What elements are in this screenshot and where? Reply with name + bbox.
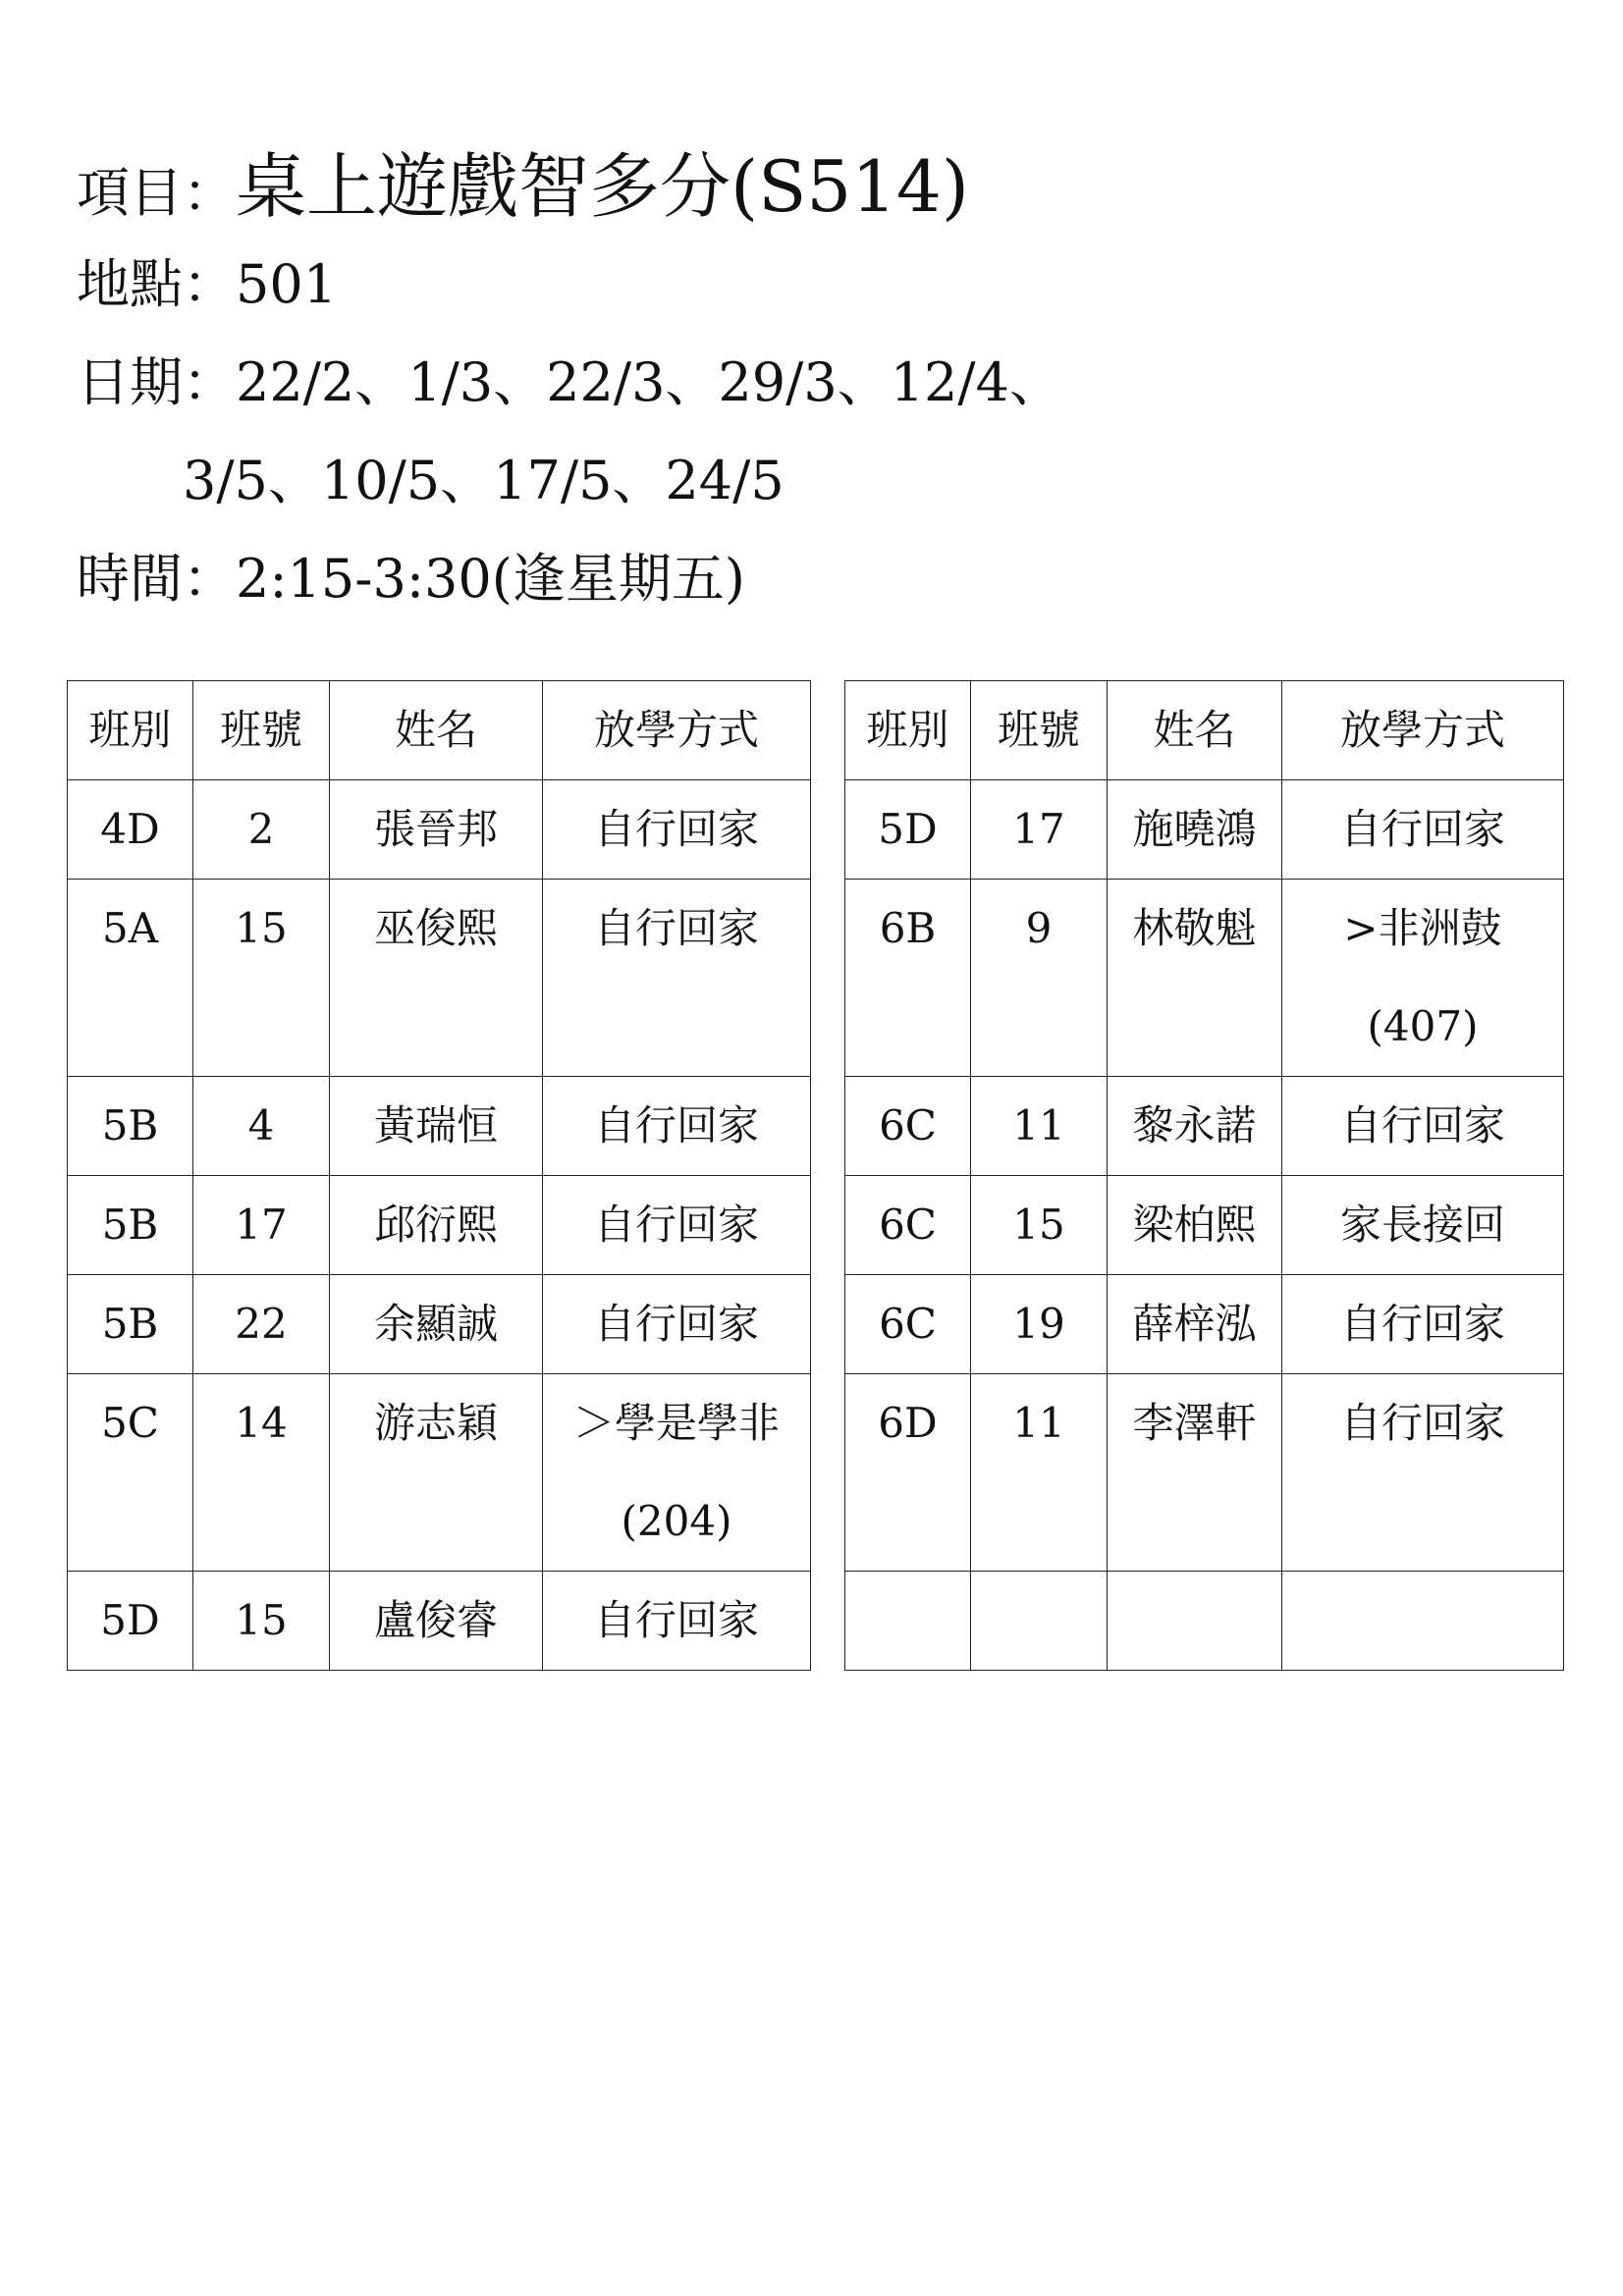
dates-label: 日期：: [77, 351, 236, 413]
name-cell: 盧俊睿: [330, 1572, 543, 1671]
location-label: 地點：: [77, 253, 236, 315]
time-label: 時間：: [77, 548, 236, 610]
location-value: 501: [236, 253, 338, 315]
class-cell: 4D: [68, 780, 193, 880]
number-cell: 15: [971, 1176, 1108, 1275]
table-row: [68, 1374, 811, 1572]
project-title: 桌上遊戲智多分(S514): [236, 145, 969, 228]
name-cell: 邱衍熙: [330, 1176, 543, 1275]
dismissal-cell: 自行回家: [543, 1572, 811, 1671]
class-cell: 6C: [845, 1176, 971, 1275]
table-row: [68, 1077, 811, 1176]
name-cell: 張晉邦: [330, 780, 543, 880]
dismissal-cell: 自行回家: [543, 880, 811, 1077]
number-cell: 17: [971, 780, 1108, 880]
dismissal-room: (204): [621, 1497, 732, 1545]
project-label: 項目：: [77, 162, 236, 224]
class-cell: 5B: [68, 1176, 193, 1275]
location-line: [77, 236, 1549, 334]
number-cell: 19: [971, 1275, 1108, 1374]
dismissal-cell: [1282, 880, 1564, 1077]
table-row: [845, 1374, 1564, 1572]
dismissal-activity: >非洲鼓: [1343, 904, 1502, 952]
dismissal-cell: 自行回家: [543, 1176, 811, 1275]
time-value: 2:15-3:30(逢星期五): [236, 548, 745, 610]
number-cell: 9: [971, 880, 1108, 1077]
number-cell: [971, 1572, 1108, 1671]
table-row: [68, 780, 811, 880]
class-cell: 6C: [845, 1077, 971, 1176]
dismissal-cell: 家長接回: [1282, 1176, 1564, 1275]
dismissal-cell: 自行回家: [1282, 1077, 1564, 1176]
table-row: [68, 1275, 811, 1374]
dismissal-cell: 自行回家: [543, 780, 811, 880]
name-cell: 施曉鴻: [1108, 780, 1282, 880]
column-header-number: 班號: [193, 681, 330, 780]
dates-value-line2: 3/5、10/5、17/5、24/5: [183, 450, 784, 511]
time-line: [77, 530, 1549, 628]
table-row: [845, 1275, 1564, 1374]
class-cell: 5D: [845, 780, 971, 880]
dates-value-line1: 22/2、1/3、22/3、29/3、12/4、: [236, 351, 1062, 413]
table-header-row: [68, 681, 811, 780]
dates-line: [77, 334, 1549, 432]
dismissal-cell: 自行回家: [543, 1275, 811, 1374]
column-header-class: 班別: [68, 681, 193, 780]
student-roster-table-right: [844, 680, 1564, 1671]
column-header-dismissal: 放學方式: [543, 681, 811, 780]
table-row: [68, 880, 811, 1077]
number-cell: 22: [193, 1275, 330, 1374]
number-cell: 17: [193, 1176, 330, 1275]
name-cell: 林敬魁: [1108, 880, 1282, 1077]
dismissal-cell: 自行回家: [1282, 1275, 1564, 1374]
name-cell: [1108, 1572, 1282, 1671]
column-header-name: 姓名: [1108, 681, 1282, 780]
column-header-dismissal: 放學方式: [1282, 681, 1564, 780]
table-row: [68, 1176, 811, 1275]
table-row: [845, 1176, 1564, 1275]
class-cell: 5B: [68, 1275, 193, 1374]
class-cell: [845, 1572, 971, 1671]
name-cell: 李澤軒: [1108, 1374, 1282, 1572]
table-row: [68, 1572, 811, 1671]
dismissal-cell: 自行回家: [1282, 1374, 1564, 1572]
class-cell: 6D: [845, 1374, 971, 1572]
name-cell: 黎永諾: [1108, 1077, 1282, 1176]
name-cell: 薛梓泓: [1108, 1275, 1282, 1374]
dates-continuation-line: [77, 432, 1549, 530]
dismissal-cell: [1282, 1572, 1564, 1671]
column-header-class: 班別: [845, 681, 971, 780]
number-cell: 11: [971, 1077, 1108, 1176]
number-cell: 2: [193, 780, 330, 880]
name-cell: 巫俊熙: [330, 880, 543, 1077]
column-header-name: 姓名: [330, 681, 543, 780]
name-cell: 梁柏熙: [1108, 1176, 1282, 1275]
dismissal-room: (407): [1367, 1002, 1479, 1050]
class-cell: 5A: [68, 880, 193, 1077]
dismissal-activity: ＞學是學非: [572, 1399, 780, 1447]
number-cell: 15: [193, 880, 330, 1077]
column-header-number: 班號: [971, 681, 1108, 780]
table-row: [845, 1077, 1564, 1176]
dismissal-cell: 自行回家: [543, 1077, 811, 1176]
class-cell: 6B: [845, 880, 971, 1077]
class-cell: 5C: [68, 1374, 193, 1572]
class-cell: 6C: [845, 1275, 971, 1374]
table-row: [845, 780, 1564, 880]
name-cell: 游志穎: [330, 1374, 543, 1572]
class-cell: 5D: [68, 1572, 193, 1671]
number-cell: 11: [971, 1374, 1108, 1572]
name-cell: 黃瑞恒: [330, 1077, 543, 1176]
table-row-empty: [845, 1572, 1564, 1671]
activity-header: [77, 137, 1549, 628]
class-cell: 5B: [68, 1077, 193, 1176]
dismissal-cell: [543, 1374, 811, 1572]
number-cell: 4: [193, 1077, 330, 1176]
number-cell: 15: [193, 1572, 330, 1671]
project-line: [77, 137, 1549, 236]
name-cell: 余顯誠: [330, 1275, 543, 1374]
dismissal-cell: 自行回家: [1282, 780, 1564, 880]
table-header-row: [845, 681, 1564, 780]
number-cell: 14: [193, 1374, 330, 1572]
table-row: [845, 880, 1564, 1077]
student-roster-table-left: [67, 680, 811, 1671]
